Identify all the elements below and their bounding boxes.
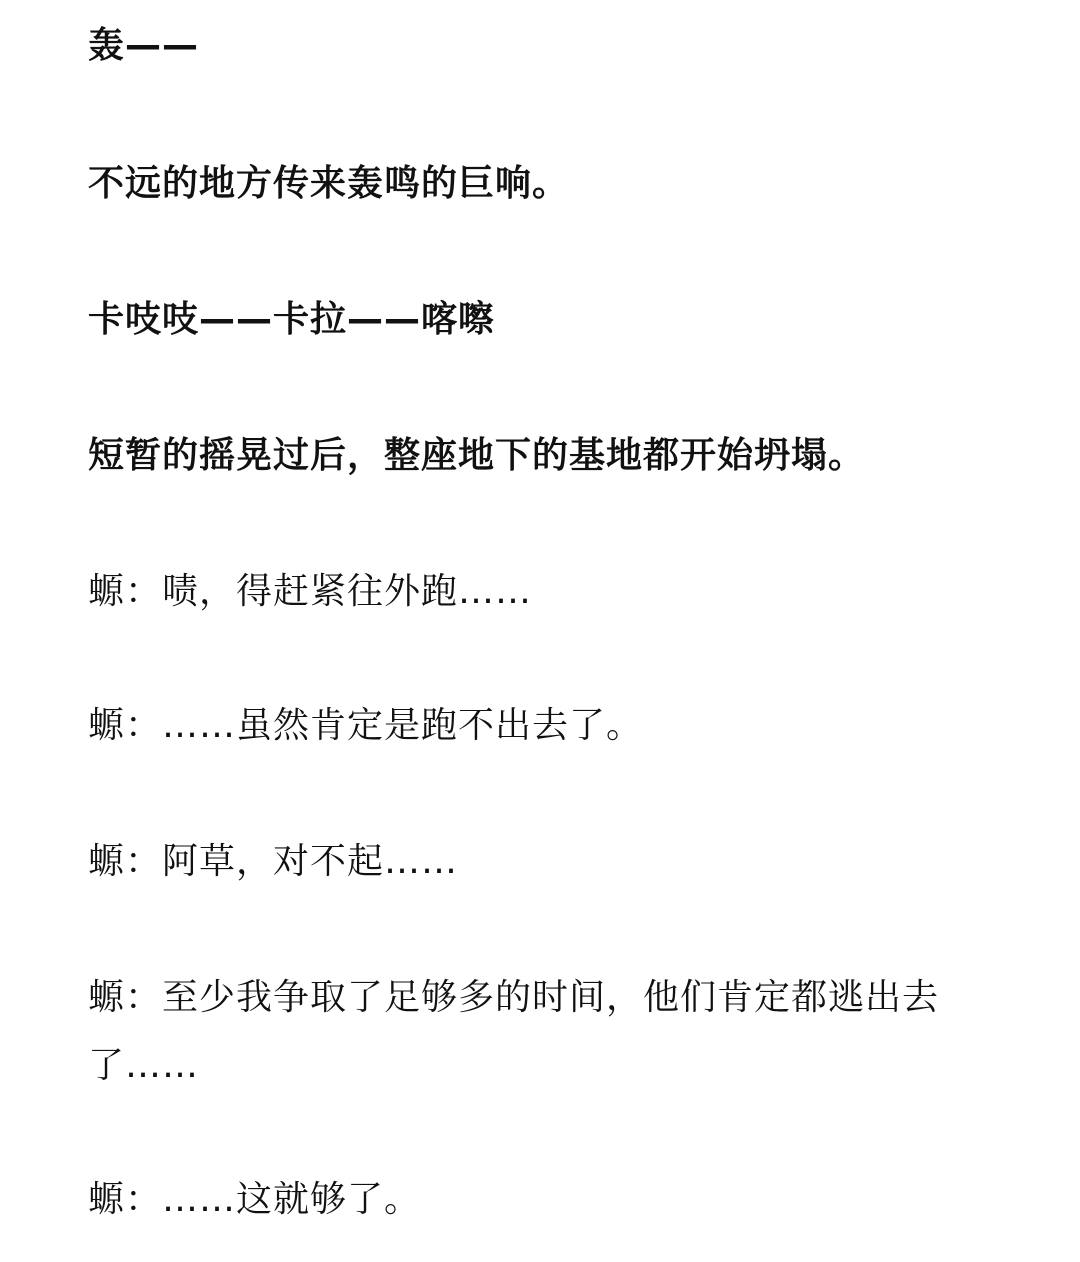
narration-paragraph: 不远的地方传来轰鸣的巨响。 — [88, 163, 570, 204]
narration-paragraph: 短暂的摇晃过后，整座地下的基地都开始坍塌。 — [88, 435, 866, 476]
dialogue-line: 螈：啧，得赶紧往外跑…… — [88, 571, 533, 612]
dialogue-line: 螈：阿草，对不起…… — [88, 841, 459, 882]
dialogue-line: 螈：至少我争取了足够多的时间，他们肯定都逃出去了…… — [88, 977, 940, 1086]
dialogue-line: 螈：……这就够了。 — [88, 1179, 422, 1220]
narration-paragraph: 轰—— — [88, 25, 200, 66]
dialogue-line: 螈：……虽然肯定是跑不出去了。 — [88, 705, 644, 746]
narration-paragraph: 卡吱吱——卡拉——喀嚓 — [88, 299, 496, 340]
